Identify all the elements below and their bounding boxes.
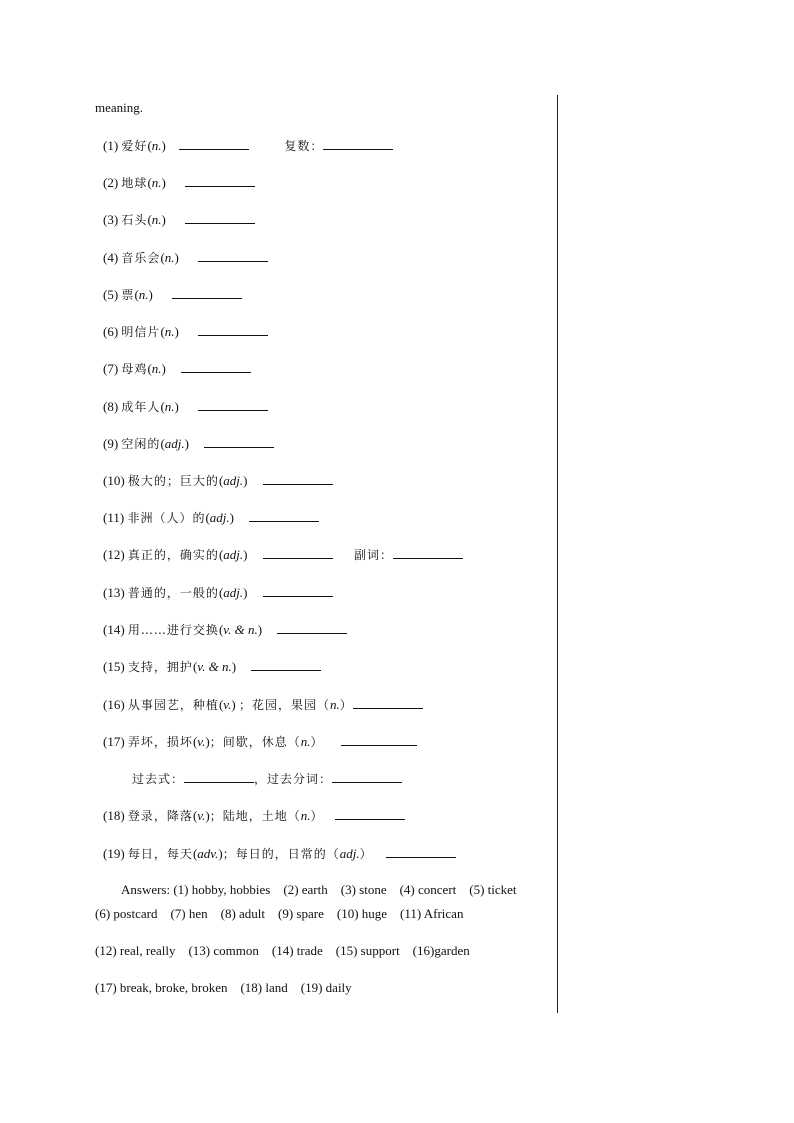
intro-text: meaning. [95,100,144,115]
list-item-2: (2) 地球(n.) [103,174,255,191]
list-item-9: (9) 空闲的(adj.) [103,435,274,452]
list-item-17: (17) 弄坏，损坏(v.)；间歇，休息（n.） [103,733,417,750]
answer-blank[interactable] [335,807,405,820]
list-item-12: (12) 真正的，确实的(adj.) 副词： [103,546,463,563]
list-item-3: (3) 石头(n.) [103,211,255,228]
answer-blank[interactable] [251,658,321,671]
answer-blank[interactable] [323,137,393,150]
past-tense-blank[interactable] [184,770,254,783]
answer-blank[interactable] [204,435,274,448]
list-item-14: (14) 用……进行交换(v. & n.) [103,621,347,638]
answer-blank[interactable] [179,137,249,150]
list-item-1: (1) 爱好(n.) 复数： [103,137,393,154]
answer-blank[interactable] [353,696,423,709]
list-item-11: (11) 非洲（人）的(adj.) [103,509,319,526]
list-item-5: (5) 票(n.) [103,286,242,303]
list-item-8: (8) 成年人(n.) [103,398,268,415]
past-participle-blank[interactable] [332,770,402,783]
answer-blank[interactable] [181,360,251,373]
answer-blank[interactable] [185,211,255,224]
past-forms-line: 过去式： ，过去分词： [132,770,402,787]
list-item-16: (16) 从事园艺，种植(v.) ；花园，果园（n.） [103,696,423,713]
list-item-4: (4) 音乐会(n.) [103,249,268,266]
list-item-7: (7) 母鸡(n.) [103,360,251,377]
answer-blank[interactable] [185,174,255,187]
list-item-18: (18) 登录，降落(v.)；陆地，土地（n.） [103,807,405,824]
answer-blank[interactable] [386,845,456,858]
answers-line-1: Answers: (1) hobby, hobbies (2) earth (3) stone (4) concert (5) ticket [121,882,517,897]
answer-blank[interactable] [249,509,319,522]
column-divider [557,95,558,1013]
list-item-10: (10) 极大的；巨大的(adj.) [103,472,333,489]
answer-blank[interactable] [198,249,268,262]
answer-blank[interactable] [393,546,463,559]
list-item-19: (19) 每日，每天(adv.)；每日的，日常的（adj.） [103,845,456,862]
answer-blank[interactable] [198,323,268,336]
answers-line-3: (12) real, really (13) common (14) trade (15) support (16)garden [95,943,470,958]
answer-blank[interactable] [198,398,268,411]
answer-blank[interactable] [341,733,417,746]
answers-line-2: (6) postcard (7) hen (8) adult (9) spare (10) huge (11) African [95,906,464,921]
answer-blank[interactable] [263,584,333,597]
answers-line-4: (17) break, broke, broken (18) land (19) daily [95,980,352,995]
answer-blank[interactable] [277,621,347,634]
list-item-13: (13) 普通的，一般的(adj.) [103,584,333,601]
list-item-15: (15) 支持，拥护(v. & n.) [103,658,321,675]
answer-blank[interactable] [172,286,242,299]
list-item-6: (6) 明信片(n.) [103,323,268,340]
answer-blank[interactable] [263,546,333,559]
answer-blank[interactable] [263,472,333,485]
